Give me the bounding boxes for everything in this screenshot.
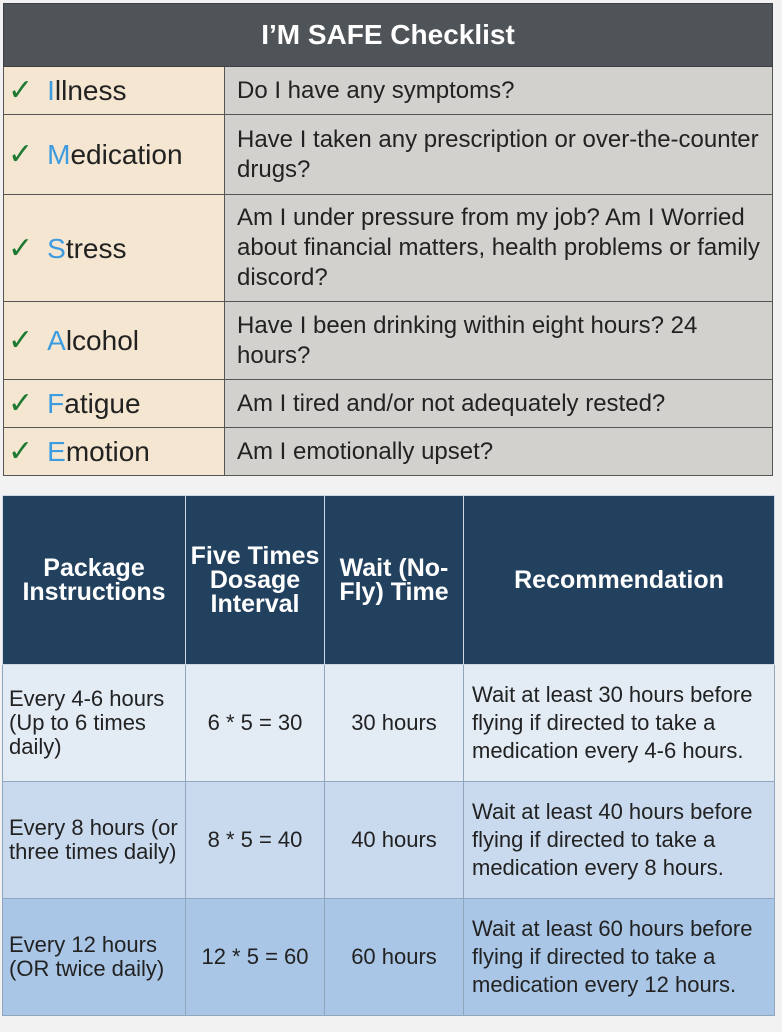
cell-interval: 6 * 5 = 30 — [186, 665, 325, 782]
header-wait-time: Wait (No-Fly) Time — [325, 496, 464, 665]
checkmark-icon: ✓ — [8, 230, 34, 266]
checklist-question: Am I emotionally upset? — [225, 428, 773, 476]
table-header-row — [3, 496, 775, 665]
im-safe-checklist — [3, 3, 773, 476]
cell-interval: 8 * 5 = 40 — [186, 782, 325, 899]
table-row — [3, 665, 775, 782]
cell-wait: 30 hours — [325, 665, 464, 782]
checklist-question: Have I been drinking within eight hours? 24 hours? — [225, 302, 773, 380]
checklist-initial: F — [47, 388, 65, 419]
checklist-initial: S — [47, 232, 66, 264]
checklist-word: llness — [54, 75, 127, 106]
checklist-initial: I — [47, 75, 55, 106]
cell-wait: 60 hours — [325, 899, 464, 1016]
medication-wait-table — [2, 495, 775, 1016]
checklist-question: Do I have any symptoms? — [225, 67, 773, 115]
checkmark-icon: ✓ — [8, 434, 34, 469]
checklist-word: atigue — [64, 388, 141, 419]
checklist-title: I’M SAFE Checklist — [4, 4, 773, 67]
checklist-word: edication — [70, 139, 183, 170]
checklist-question: Am I tired and/or not adequately rested? — [225, 380, 773, 428]
header-dosage-interval: Five Times Dosage Interval — [186, 496, 325, 665]
checklist-question: Am I under pressure from my job? Am I Worried about financial matters, health problems or family discord? — [225, 195, 773, 302]
cell-recommendation: Wait at least 30 hours before flying if directed to take a medication every 4-6 hours. — [464, 665, 775, 782]
checklist-initial: A — [47, 325, 66, 356]
checklist-row-illness — [4, 67, 773, 115]
checklist-initial: E — [47, 436, 66, 467]
checklist-row-alcohol — [4, 302, 773, 380]
table-row — [3, 782, 775, 899]
table-row — [3, 899, 775, 1016]
checklist-word: motion — [65, 436, 150, 467]
checklist-row-stress — [4, 195, 773, 302]
checklist-question: Have I taken any prescription or over-the-counter drugs? — [225, 115, 773, 195]
checkmark-icon: ✓ — [8, 137, 34, 172]
checkmark-icon: ✓ — [8, 386, 34, 421]
checklist-row-medication — [4, 115, 773, 195]
cell-interval: 12 * 5 = 60 — [186, 899, 325, 1016]
cell-recommendation: Wait at least 40 hours before flying if directed to take a medication every 8 hours. — [464, 782, 775, 899]
cell-instructions: Every 12 hours (OR twice daily) — [3, 899, 186, 1016]
checkmark-icon: ✓ — [8, 73, 34, 108]
cell-wait: 40 hours — [325, 782, 464, 899]
checkmark-icon: ✓ — [8, 323, 34, 358]
checklist-initial: M — [47, 139, 71, 170]
checklist-row-fatigue — [4, 380, 773, 428]
cell-instructions: Every 4-6 hours (Up to 6 times daily) — [3, 665, 186, 782]
cell-instructions: Every 8 hours (or three times daily) — [3, 782, 186, 899]
header-recommendation: Recommendation — [464, 496, 775, 665]
checklist-word: tress — [65, 232, 127, 264]
header-package-instructions: Package Instructions — [3, 496, 186, 665]
cell-recommendation: Wait at least 60 hours before flying if directed to take a medication every 12 hours. — [464, 899, 775, 1016]
checklist-word: lcohol — [65, 325, 139, 356]
checklist-row-emotion — [4, 428, 773, 476]
